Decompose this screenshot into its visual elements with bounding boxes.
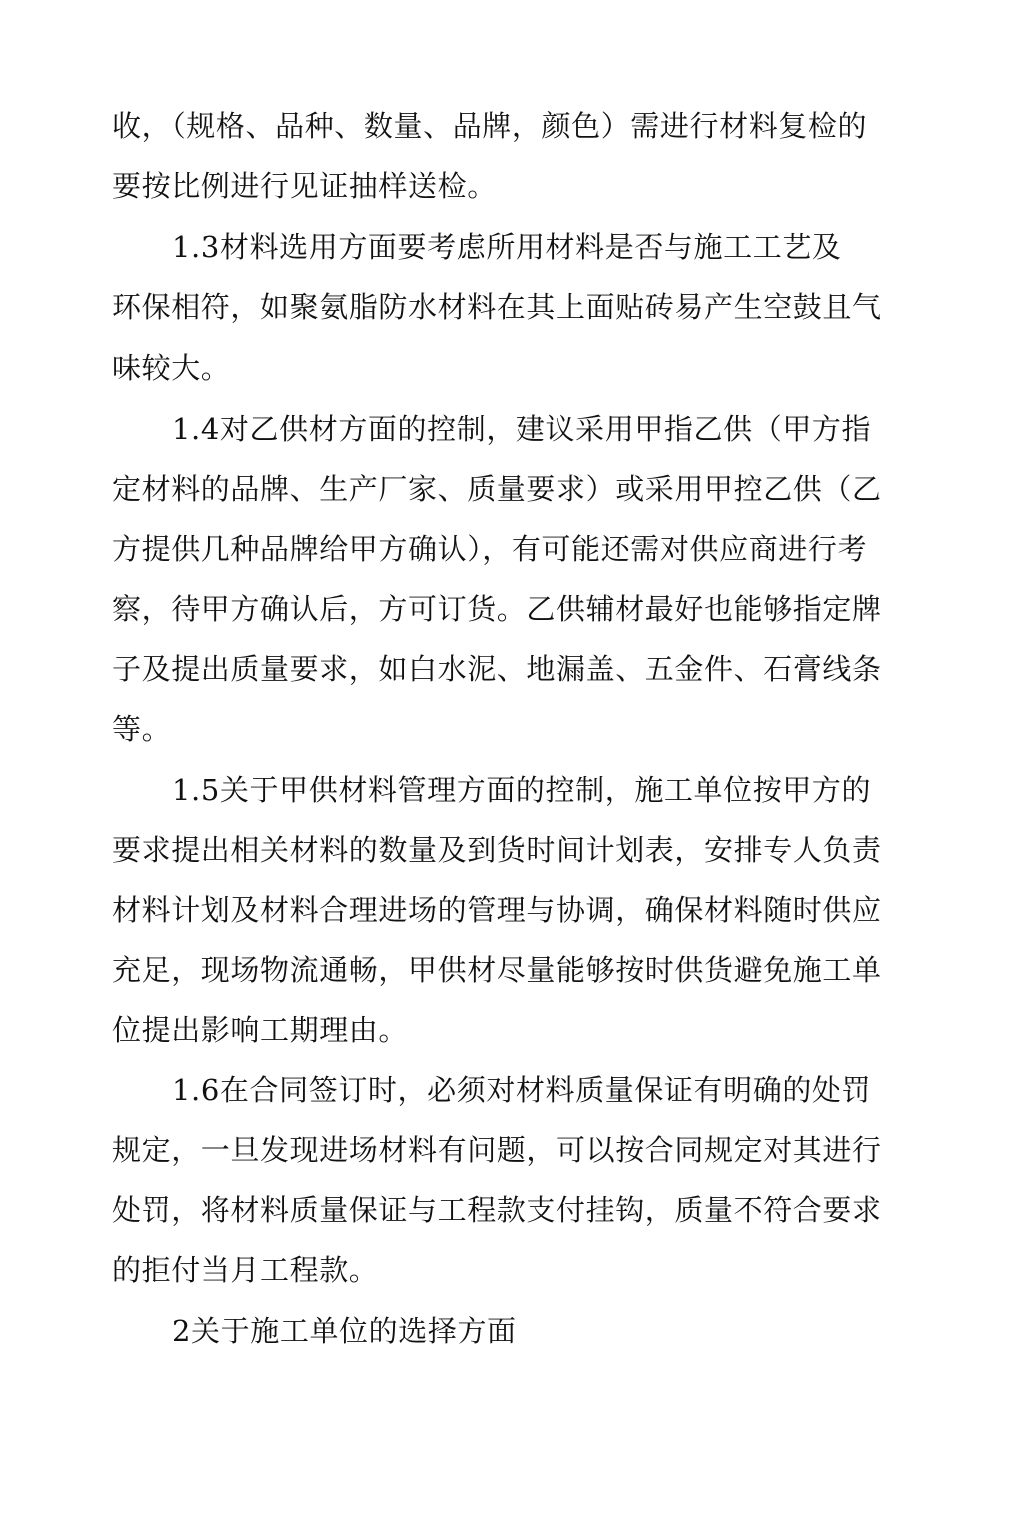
text-line: 材料计划及材料合理进场的管理与协调，确保材料随时供应 bbox=[112, 893, 882, 927]
text-line: 等。 bbox=[112, 712, 172, 746]
paragraph-heading-1-5: 1.5关于甲供材料管理方面的控制，施工单位按甲方的 bbox=[172, 773, 872, 807]
text-line: 规定，一旦发现进场材料有问题，可以按合同规定对其进行 bbox=[112, 1133, 882, 1167]
text-line: 要按比例进行见证抽样送检。 bbox=[112, 169, 497, 203]
text-line: 环保相符，如聚氨脂防水材料在其上面贴砖易产生空鼓且气 bbox=[112, 290, 882, 324]
text-line: 要求提出相关材料的数量及到货时间计划表，安排专人负责 bbox=[112, 833, 882, 867]
paragraph-heading-1-6: 1.6在合同签订时，必须对材料质量保证有明确的处罚 bbox=[172, 1073, 872, 1107]
paragraph-heading-1-4: 1.4对乙供材方面的控制，建议采用甲指乙供（甲方指 bbox=[172, 412, 872, 446]
paragraph-heading-1-3: 1.3材料选用方面要考虑所用材料是否与施工工艺及 bbox=[172, 230, 842, 264]
text-line: 方提供几种品牌给甲方确认），有可能还需对供应商进行考 bbox=[112, 532, 868, 566]
text-line: 充足，现场物流通畅，甲供材尽量能够按时供货避免施工单 bbox=[112, 953, 882, 987]
text-line: 处罚，将材料质量保证与工程款支付挂钩，质量不符合要求 bbox=[112, 1193, 882, 1227]
text-line: 收，（规格、品种、数量、品牌，颜色）需进行材料复检的 bbox=[112, 109, 868, 143]
section-heading-2: 2关于施工单位的选择方面 bbox=[172, 1314, 517, 1348]
text-line: 子及提出质量要求，如白水泥、地漏盖、五金件、石膏线条 bbox=[112, 652, 882, 686]
text-line: 察，待甲方确认后，方可订货。乙供辅材最好也能够指定牌 bbox=[112, 592, 882, 626]
text-line: 定材料的品牌、生产厂家、质量要求）或采用甲控乙供（乙 bbox=[112, 472, 882, 506]
text-line: 味较大。 bbox=[112, 351, 231, 385]
text-line: 的拒付当月工程款。 bbox=[112, 1253, 379, 1287]
text-line: 位提出影响工期理由。 bbox=[112, 1013, 409, 1047]
